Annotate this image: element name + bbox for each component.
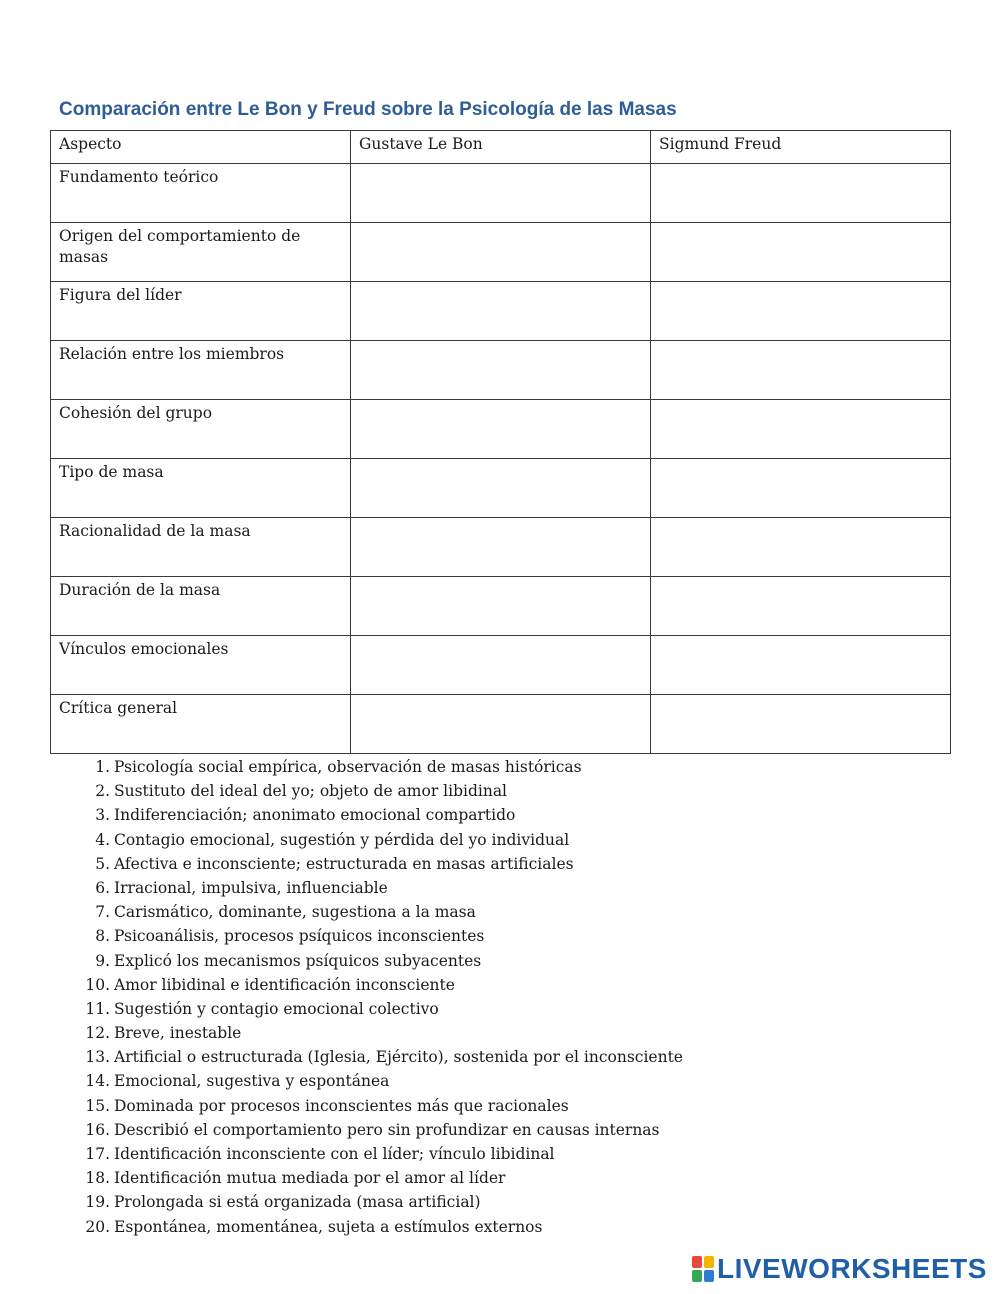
option-text: Sustituto del ideal del yo; objeto de amor libidinal [114,782,508,801]
option-number: 11. [85,999,110,1018]
answer-options-list [50,755,950,1239]
list-item [50,1045,950,1069]
aspect-label: Relación entre los miembros [51,341,351,400]
option-number: 17. [85,1145,110,1163]
comparison-table [50,130,951,754]
list-item [50,1094,950,1118]
option-number: 20. [85,1217,110,1236]
list-item [50,997,950,1021]
list-item [50,852,950,876]
header-freud: Sigmund Freud [651,131,951,164]
list-item [50,1021,950,1045]
table-header-row [51,131,951,164]
list-item [50,1190,950,1214]
freud-answer-cell[interactable] [651,282,951,341]
table-row [51,164,951,223]
option-text: Artificial o estructurada (Iglesia, Ejército), sostenida por el inconsciente [114,1048,683,1067]
freud-answer-cell[interactable] [651,223,951,282]
list-item [50,828,950,852]
option-number: 16. [85,1120,110,1139]
aspect-label: Fundamento teórico [51,164,351,223]
list-item [50,924,950,948]
le-bon-answer-cell[interactable] [351,695,651,754]
option-text: Emocional, sugestiva y espontánea [114,1072,390,1091]
liveworksheets-logo-icon [692,1256,714,1282]
aspect-label: Origen del comportamiento de masas [51,223,351,282]
aspect-label: Cohesión del grupo [51,400,351,459]
option-number: 5. [95,854,110,873]
list-item [50,1166,950,1190]
option-text: Psicología social empírica, observación de masas históricas [114,758,582,776]
list-item [50,900,950,924]
freud-answer-cell[interactable] [651,459,951,518]
option-text: Psicoanálisis, procesos psíquicos inconscientes [114,927,485,946]
table-row [51,518,951,577]
liveworksheets-logo-text: LIVEWORKSHEETS [717,1253,987,1284]
le-bon-answer-cell[interactable] [351,459,651,518]
option-number: 19. [85,1193,110,1212]
option-text: Describió el comportamiento pero sin profundizar en causas internas [114,1120,660,1139]
freud-answer-cell[interactable] [651,164,951,223]
aspect-label: Racionalidad de la masa [51,518,351,577]
table-row [51,577,951,636]
option-text: Identificación inconsciente con el líder; vínculo libidinal [114,1145,555,1163]
list-item [50,1142,950,1166]
header-le-bon: Gustave Le Bon [351,131,651,164]
table-row [51,636,951,695]
option-number: 2. [95,782,110,801]
option-number: 9. [95,951,110,970]
option-number: 3. [95,806,110,825]
option-text: Contagio emocional, sugestión y pérdida del yo individual [114,830,570,849]
le-bon-answer-cell[interactable] [351,341,651,400]
option-number: 1. [95,758,110,776]
option-text: Carismático, dominante, sugestiona a la masa [114,903,476,922]
le-bon-answer-cell[interactable] [351,577,651,636]
table-row [51,695,951,754]
freud-answer-cell[interactable] [651,695,951,754]
le-bon-answer-cell[interactable] [351,518,651,577]
option-text: Sugestión y contagio emocional colectivo [114,999,439,1018]
aspect-label: Duración de la masa [51,577,351,636]
option-text: Irracional, impulsiva, influenciable [114,878,388,897]
list-item [50,755,950,779]
option-number: 10. [85,975,110,994]
freud-answer-cell[interactable] [651,518,951,577]
option-number: 4. [95,830,110,849]
option-text: Amor libidinal e identificación inconsciente [114,975,455,994]
list-item [50,1215,950,1239]
option-number: 18. [85,1169,110,1188]
header-aspecto: Aspecto [51,131,351,164]
option-text: Dominada por procesos inconscientes más que racionales [114,1096,569,1115]
option-number: 13. [85,1048,110,1067]
option-number: 7. [95,903,110,922]
list-item [50,1118,950,1142]
le-bon-answer-cell[interactable] [351,400,651,459]
aspect-label: Tipo de masa [51,459,351,518]
aspect-label: Crítica general [51,695,351,754]
list-item [50,876,950,900]
table-row [51,223,951,282]
freud-answer-cell[interactable] [651,636,951,695]
worksheet-title: Comparación entre Le Bon y Freud sobre la Psicología de las Masas [59,99,677,120]
table-row [51,459,951,518]
le-bon-answer-cell[interactable] [351,223,651,282]
le-bon-answer-cell[interactable] [351,636,651,695]
freud-answer-cell[interactable] [651,400,951,459]
option-number: 12. [85,1024,110,1043]
option-number: 15. [85,1096,110,1115]
table-row [51,282,951,341]
le-bon-answer-cell[interactable] [351,282,651,341]
liveworksheets-logo [692,1255,987,1283]
aspect-label: Vínculos emocionales [51,636,351,695]
list-item [50,803,950,827]
option-text: Prolongada si está organizada (masa artificial) [114,1193,481,1212]
option-text: Afectiva e inconsciente; estructurada en masas artificiales [114,854,574,873]
list-item [50,1069,950,1093]
option-number: 14. [85,1072,110,1091]
option-text: Indiferenciación; anonimato emocional compartido [114,806,516,825]
le-bon-answer-cell[interactable] [351,164,651,223]
option-number: 8. [95,927,110,946]
table-row [51,400,951,459]
option-text: Breve, inestable [114,1024,242,1043]
option-text: Explicó los mecanismos psíquicos subyacentes [114,951,482,970]
list-item [50,949,950,973]
option-text: Espontánea, momentánea, sujeta a estímulos externos [114,1217,543,1236]
option-text: Identificación mutua mediada por el amor al líder [114,1169,506,1188]
option-number: 6. [95,878,110,897]
freud-answer-cell[interactable] [651,577,951,636]
list-item [50,779,950,803]
table-row [51,341,951,400]
list-item [50,973,950,997]
freud-answer-cell[interactable] [651,341,951,400]
aspect-label: Figura del líder [51,282,351,341]
